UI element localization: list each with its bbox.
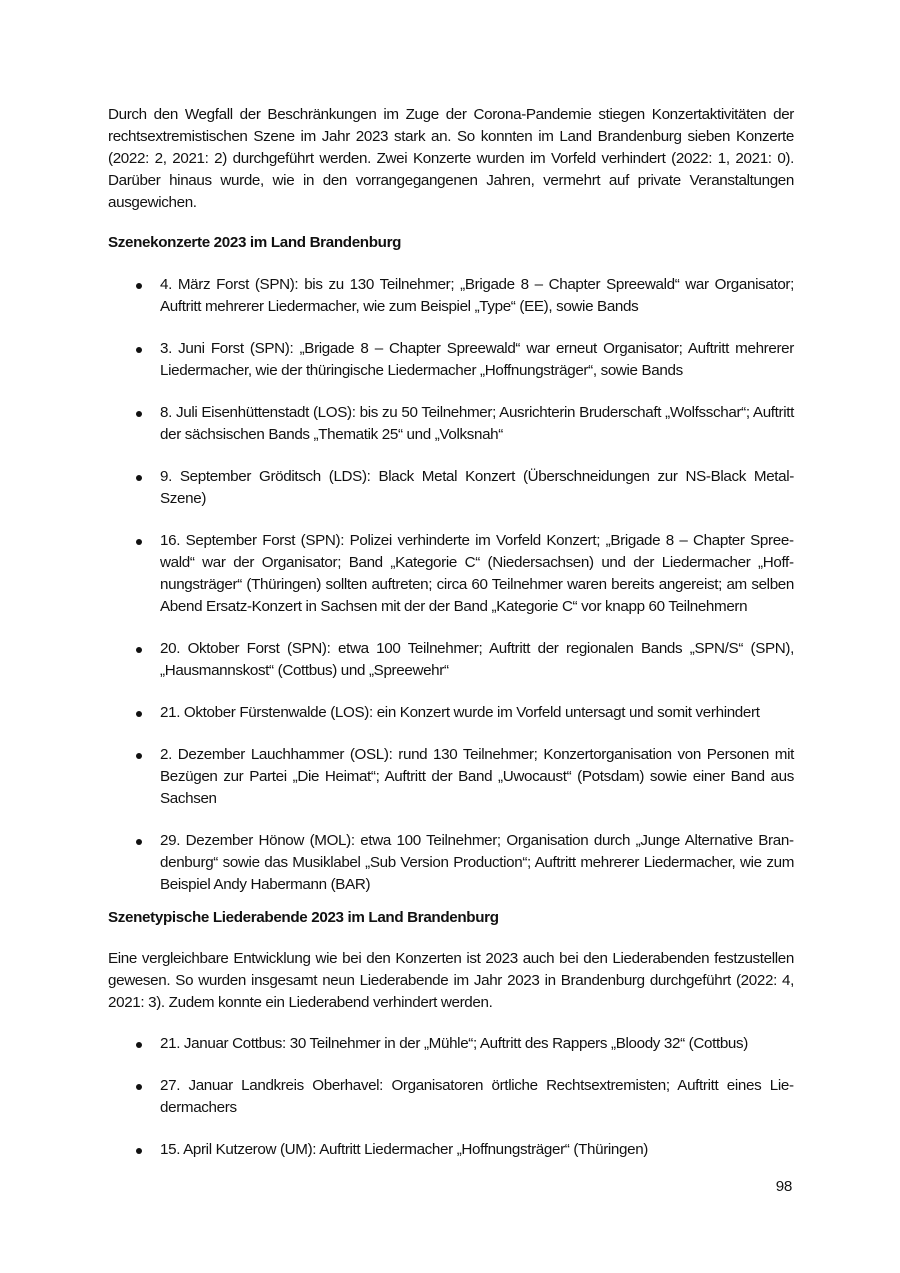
list-item — [108, 466, 794, 510]
bullet-icon — [136, 753, 142, 759]
bullet-icon — [136, 647, 142, 653]
list-item — [108, 702, 794, 724]
bullet-icon — [136, 1042, 142, 1048]
bullet-icon — [136, 475, 142, 481]
list-item — [108, 274, 794, 318]
song-evening-list — [108, 1033, 794, 1181]
list-item-text: 2. Dezember Lauchhammer (OSL): rund 130 Teilnehmer; Konzertorganisation von Personen mit Bezügen zur Partei „Die Heimat“; Auftritt der Band „Uwocaust“ (Potsdam) sowie einer Band aus Sachsen — [160, 746, 794, 807]
concert-list — [108, 274, 794, 916]
list-item — [108, 1075, 794, 1119]
list-item — [108, 1139, 794, 1161]
section-heading-song-evenings: Szenetypische Liederabende 2023 im Land Brandenburg — [108, 909, 499, 926]
list-item — [108, 1033, 794, 1055]
page-number: 98 — [775, 1178, 792, 1195]
list-item-text: 16. September Forst (SPN): Polizei verhinderte im Vorfeld Konzert; „Brigade 8 – Chapter Spreewald“ war der Organisator; Band „Kategorie C“ (Niedersachsen) und der Liedermacher „Hoffnungsträger“ (Thüringen) sollten auftreten; circa 60 Teilnehmer waren bereits angereist; am selben Abend Ersatz-Konzert in Sachsen mit der der Band „Kategorie C“ vor knapp 60 Teilnehmern — [160, 532, 794, 615]
list-item-text: 8. Juli Eisenhüttenstadt (LOS): bis zu 50 Teilnehmer; Ausrichterin Bruderschaft „Wolfsschar“; Auftritt der sächsischen Bands „Thematik 25“ und „Volksnah“ — [160, 404, 794, 443]
list-item-text: 4. März Forst (SPN): bis zu 130 Teilnehmer; „Brigade 8 – Chapter Spreewald“ war Organisator; Auftritt mehrerer Liedermacher, wie zum Beispiel „Type“ (EE), sowie Bands — [160, 276, 794, 315]
list-item — [108, 744, 794, 810]
intro-paragraph: Durch den Wegfall der Beschränkungen im Zuge der Corona-Pandemie stiegen Konzertaktivitäten der rechtsextremistischen Szene im Jahr 2023 stark an. So konnten im Land Brandenburg sieben Konzerte (2022: 2, 2021: 2) durchgeführt werden. Zwei Konzerte wurden im Vorfeld verhindert (2022: 1, 2021: 0). Darüber hinaus wurde, wie in den vorrangegangenen Jahren, vermehrt auf private Veranstaltungen ausgewichen. — [108, 106, 794, 211]
bullet-icon — [136, 839, 142, 845]
list-item — [108, 338, 794, 382]
bullet-icon — [136, 1148, 142, 1154]
list-item-text: 9. September Gröditsch (LDS): Black Metal Konzert (Überschneidungen zur NS-Black Metal-Szene) — [160, 468, 794, 507]
list-item-text: 29. Dezember Hönow (MOL): etwa 100 Teilnehmer; Organisation durch „Junge Alternative Brandenburg“ sowie das Musiklabel „Sub Version Production“; Auftritt mehrerer Liedermacher, wie zum Beispiel Andy Habermann (BAR) — [160, 832, 794, 893]
list-item-text: 21. Januar Cottbus: 30 Teilnehmer in der „Mühle“; Auftritt des Rappers „Bloody 32“ (Cottbus) — [160, 1035, 748, 1052]
list-item — [108, 402, 794, 446]
bullet-icon — [136, 711, 142, 717]
bullet-icon — [136, 539, 142, 545]
list-item-text: 27. Januar Landkreis Oberhavel: Organisatoren örtliche Rechtsextremisten; Auftritt eines Liedermachers — [160, 1077, 794, 1116]
list-item — [108, 830, 794, 896]
list-item-text: 21. Oktober Fürstenwalde (LOS): ein Konzert wurde im Vorfeld untersagt und somit verhindert — [160, 704, 760, 721]
list-item-text: 20. Oktober Forst (SPN): etwa 100 Teilnehmer; Auftritt der regionalen Bands „SPN/S“ (SPN), „Hausmannskost“ (Cottbus) und „Spreewehr“ — [160, 640, 794, 679]
bullet-icon — [136, 283, 142, 289]
bullet-icon — [136, 411, 142, 417]
bullet-icon — [136, 1084, 142, 1090]
list-item-text: 15. April Kutzerow (UM): Auftritt Liedermacher „Hoffnungsträger“ (Thüringen) — [160, 1141, 649, 1158]
bullet-icon — [136, 347, 142, 353]
song-evenings-paragraph: Eine vergleichbare Entwicklung wie bei den Konzerten ist 2023 auch bei den Liederabenden festzustellen gewesen. So wurden insgesamt neun Liederabende im Jahr 2023 in Brandenburg durchgeführt (2022: 4, 2021: 3). Zudem konnte ein Liederabend verhindert werden. — [108, 950, 794, 1011]
list-item-text: 3. Juni Forst (SPN): „Brigade 8 – Chapter Spreewald“ war erneut Organisator; Auftritt mehrerer Liedermacher, wie der thüringische Liedermacher „Hoffnungsträger“, sowie Bands — [160, 340, 794, 379]
list-item — [108, 638, 794, 682]
section-heading-concerts: Szenekonzerte 2023 im Land Brandenburg — [108, 234, 402, 251]
list-item — [108, 530, 794, 618]
